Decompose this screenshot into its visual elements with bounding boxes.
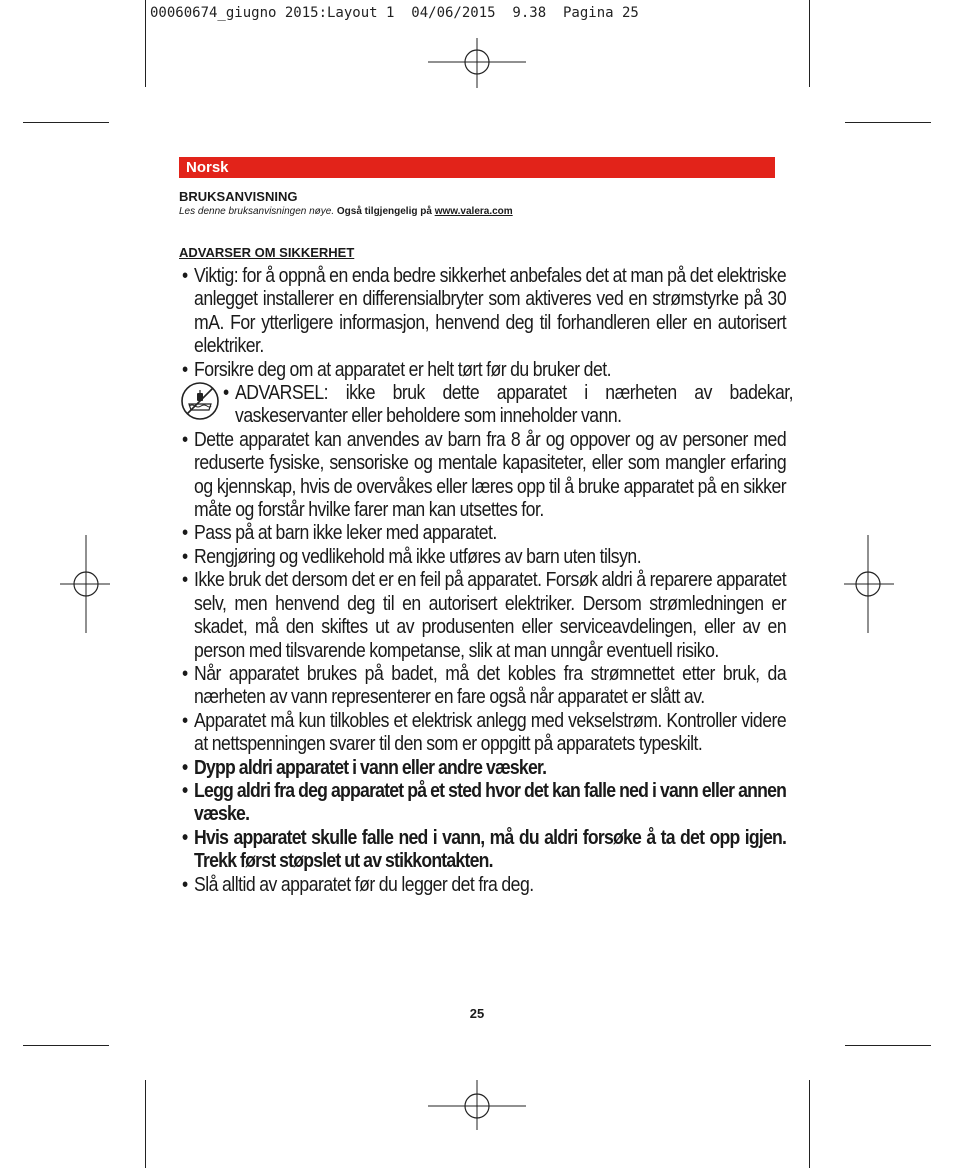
list-item: • Dette apparatet kan anvendes av barn fra 8 år og oppover og av personer med reduserte fysiske, sensoriske og mentale kapasiteter, eller som mangler erfaring og kjennskap, hvis de overvåkes eller læres opp til å bruke apparatet på en sikker måte og forstår hvilke farer man kan utsettes for. [182, 428, 786, 522]
list-item: • Legg aldri fra deg apparatet på et sted hvor det kan falle ned i vann eller annen væske. [182, 779, 786, 826]
section-title: ADVARSER OM SIKKERHET [179, 245, 355, 260]
manual-subtitle [179, 206, 513, 217]
list-item: • Når apparatet brukes på badet, må det kobles fra strømnettet etter bruk, da nærheten av vann representerer en fare også når apparatet er slått av. [182, 662, 786, 709]
manual-title: BRUKSANVISNING [179, 189, 298, 204]
list-item: • Ikke bruk det dersom det er en feil på apparatet. Forsøk aldri å reparere apparatet selv, men henvend deg til en autorisert elektriker. Dersom strømledningen er skadet, må den skiftes ut av produsenten eller serviceavdelingen, eller av en person med tilsvarende kompetanse, slik at man unngår eventuell risiko. [182, 568, 786, 662]
list-item: • Slå alltid av apparatet før du legger det fra deg. [182, 873, 786, 896]
crop-mark [809, 0, 810, 87]
language-header: Norsk [179, 157, 775, 178]
crop-mark [23, 122, 109, 123]
list-item: • Viktig: for å oppnå en enda bedre sikkerhet anbefales det at man på det elektriske anlegget installerer en differensialbryter som aktiveres ved en strømstyrke på 30 mA. For ytterligere informasjon, henvend deg til forhandleren eller en autorisert elektriker. [182, 264, 786, 358]
website-link[interactable]: www.valera.com [434, 206, 513, 217]
crop-mark [845, 1045, 931, 1046]
list-item: • Pass på at barn ikke leker med apparatet. [182, 521, 786, 544]
print-slug: 00060674_giugno 2015:Layout 1 04/06/2015 9.38 Pagina 25 [150, 5, 639, 21]
crop-mark [145, 1080, 146, 1168]
page-number: 25 [469, 1006, 485, 1021]
list-item: • Rengjøring og vedlikehold må ikke utføres av barn uten tilsyn. [182, 545, 786, 568]
registration-mark-icon [844, 535, 894, 633]
also-available-label: Også tilgjengelig på [336, 206, 432, 217]
read-instructions-note: Les denne bruksanvisningen nøye. [179, 206, 335, 217]
list-item: • Dypp aldri apparatet i vann eller andre væsker. [182, 756, 786, 779]
list-item: • ADVARSEL: ikke bruk dette apparatet i nærheten av badekar, vaskeservanter eller beholdere som inneholder vann. [223, 381, 793, 428]
list-item: • Apparatet må kun tilkobles et elektrisk anlegg med vekselstrøm. Kontroller videre at nettspenningen svarer til den som er oppgitt på apparatets typeskilt. [182, 709, 786, 756]
registration-mark-icon [428, 38, 526, 88]
safety-warnings-list [182, 264, 794, 896]
list-item: • Forsikre deg om at apparatet er helt tørt før du bruker det. [182, 358, 786, 381]
crop-mark [145, 0, 146, 87]
crop-mark [23, 1045, 109, 1046]
crop-mark [845, 122, 931, 123]
crop-mark [809, 1080, 810, 1168]
list-item: • Hvis apparatet skulle falle ned i vann, må du aldri forsøke å ta det opp igjen. Trekk først støpslet ut av stikkontakten. [182, 826, 786, 873]
registration-mark-icon [60, 535, 110, 633]
registration-mark-icon [428, 1080, 526, 1130]
